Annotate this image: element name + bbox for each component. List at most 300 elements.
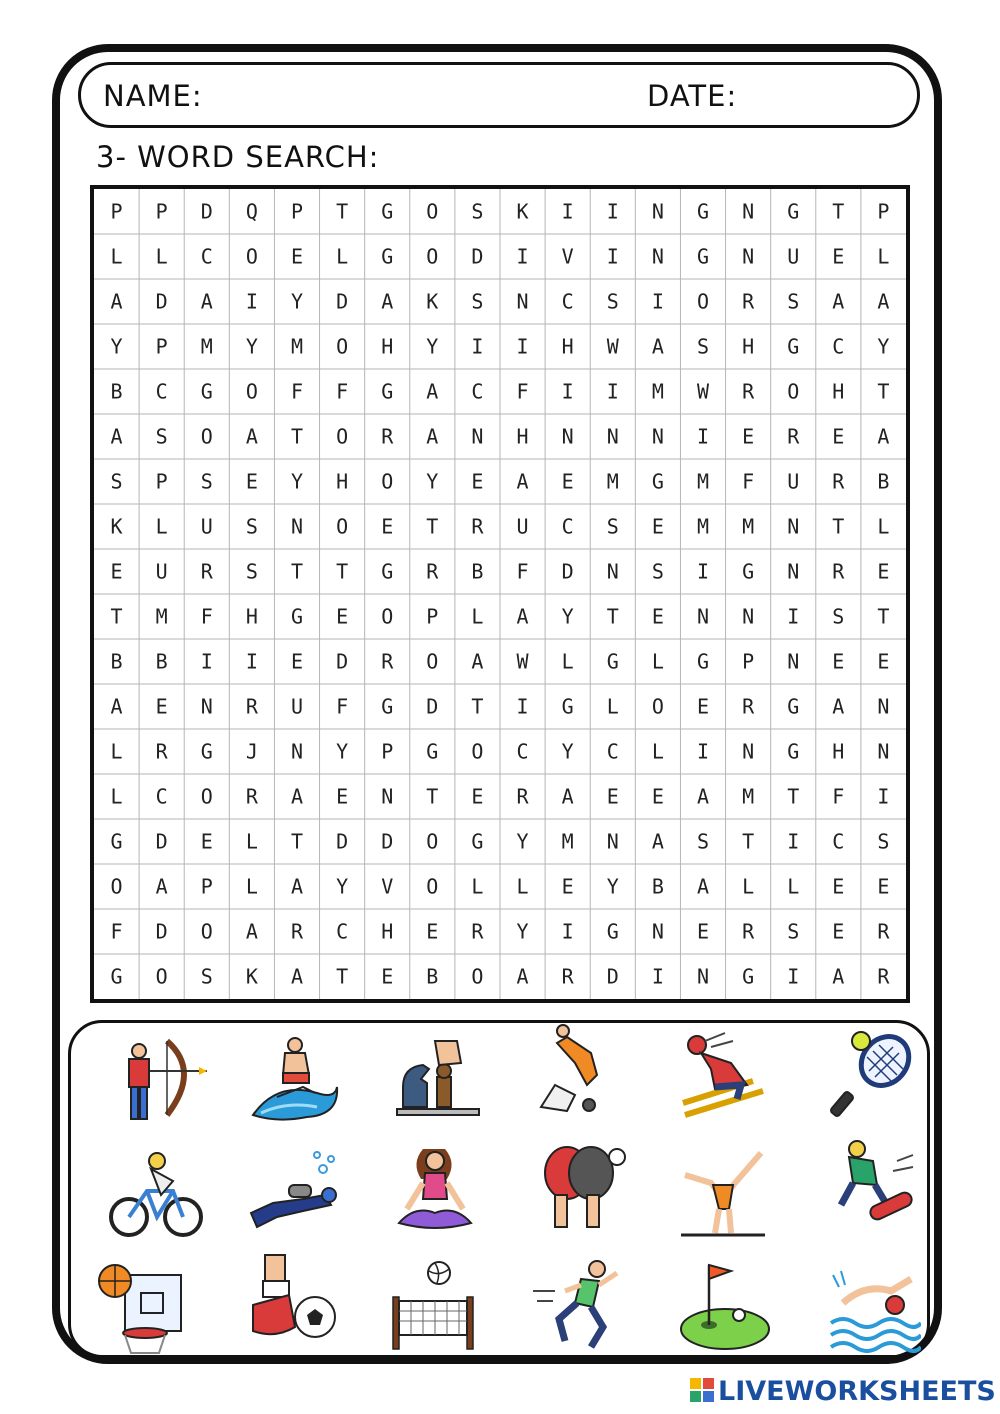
grid-letter[interactable]: T — [832, 514, 845, 539]
grid-letter[interactable]: T — [606, 604, 619, 629]
grid-letter[interactable]: R — [742, 379, 755, 404]
grid-letter[interactable]: R — [245, 694, 258, 719]
grid-letter[interactable]: Y — [516, 919, 529, 944]
grid-letter[interactable]: S — [696, 334, 710, 359]
grid-letter[interactable]: G — [381, 244, 394, 269]
grid-letter[interactable]: T — [877, 379, 890, 404]
grid-letter[interactable]: M — [606, 469, 619, 494]
grid-letter[interactable]: Y — [290, 469, 304, 494]
grid-letter[interactable]: E — [606, 784, 619, 809]
grid-letter[interactable]: N — [381, 784, 394, 809]
grid-letter[interactable]: S — [787, 289, 800, 314]
grid-letter[interactable]: N — [742, 739, 755, 764]
grid-letter[interactable]: I — [561, 199, 574, 224]
grid-letter[interactable]: L — [471, 604, 484, 629]
grid-letter[interactable]: Y — [426, 469, 439, 494]
grid-letter[interactable]: N — [290, 739, 304, 764]
grid-letter[interactable]: C — [606, 739, 619, 764]
grid-letter[interactable]: I — [787, 829, 800, 854]
grid-letter[interactable]: H — [336, 469, 349, 494]
grid-letter[interactable]: A — [471, 649, 484, 674]
grid-letter[interactable]: A — [651, 334, 664, 359]
grid-letter[interactable]: Y — [561, 739, 574, 764]
grid-letter[interactable]: O — [336, 334, 349, 359]
word-search-grid[interactable] — [90, 185, 910, 1003]
grid-letter[interactable]: W — [696, 379, 710, 404]
grid-letter[interactable]: H — [832, 739, 845, 764]
grid-letter[interactable]: O — [200, 424, 213, 449]
grid-letter[interactable]: N — [200, 694, 213, 719]
grid-letter[interactable]: E — [696, 919, 710, 944]
grid-letter[interactable]: H — [245, 604, 258, 629]
grid-letter[interactable]: G — [290, 604, 304, 629]
grid-letter[interactable]: E — [471, 784, 484, 809]
grid-letter[interactable]: S — [245, 559, 258, 584]
grid-letter[interactable]: N — [696, 964, 710, 989]
grid-letter[interactable]: G — [606, 919, 619, 944]
grid-letter[interactable]: S — [787, 919, 800, 944]
grid-letter[interactable]: R — [742, 289, 755, 314]
grid-letter[interactable]: S — [471, 289, 484, 314]
grid-letter[interactable]: N — [471, 424, 484, 449]
grid-letter[interactable]: H — [832, 379, 845, 404]
grid-letter[interactable]: I — [245, 649, 258, 674]
grid-letter[interactable]: G — [561, 694, 574, 719]
grid-letter[interactable]: T — [290, 424, 304, 449]
grid-letter[interactable]: S — [245, 514, 258, 539]
grid-letter[interactable]: B — [651, 874, 664, 899]
grid-letter[interactable]: O — [696, 289, 710, 314]
grid-letter[interactable]: E — [381, 514, 394, 539]
grid-letter[interactable]: T — [877, 604, 890, 629]
grid-letter[interactable]: A — [516, 604, 529, 629]
grid-letter[interactable]: A — [290, 784, 304, 809]
grid-letter[interactable]: R — [290, 919, 304, 944]
grid-letter[interactable]: T — [426, 514, 439, 539]
grid-letter[interactable]: A — [245, 919, 258, 944]
grid-letter[interactable]: O — [787, 379, 800, 404]
grid-letter[interactable]: E — [877, 649, 890, 674]
grid-letter[interactable]: R — [832, 559, 845, 584]
grid-letter[interactable]: T — [336, 559, 349, 584]
grid-letter[interactable]: B — [877, 469, 890, 494]
grid-letter[interactable]: A — [696, 874, 710, 899]
grid-letter[interactable]: G — [787, 199, 800, 224]
grid-letter[interactable]: E — [200, 829, 213, 854]
grid-letter[interactable]: D — [336, 649, 349, 674]
grid-letter[interactable]: T — [426, 784, 439, 809]
grid-letter[interactable]: F — [832, 784, 845, 809]
grid-letter[interactable]: E — [381, 964, 394, 989]
grid-letter[interactable]: S — [200, 469, 213, 494]
grid-letter[interactable]: Y — [516, 829, 529, 854]
grid-letter[interactable]: G — [787, 334, 800, 359]
grid-letter[interactable]: U — [290, 694, 304, 719]
grid-letter[interactable]: L — [787, 874, 800, 899]
grid-letter[interactable]: M — [696, 469, 710, 494]
grid-letter[interactable]: L — [245, 829, 258, 854]
grid-letter[interactable]: G — [787, 694, 800, 719]
grid-letter[interactable]: G — [606, 649, 619, 674]
grid-letter[interactable]: M — [696, 514, 710, 539]
grid-letter[interactable]: N — [651, 244, 664, 269]
grid-letter[interactable]: A — [651, 829, 664, 854]
grid-letter[interactable]: B — [471, 559, 484, 584]
grid-letter[interactable]: H — [381, 334, 394, 359]
grid-letter[interactable]: V — [561, 244, 574, 269]
grid-letter[interactable]: U — [787, 469, 800, 494]
grid-letter[interactable]: I — [606, 244, 619, 269]
grid-letter[interactable]: A — [832, 289, 845, 314]
grid-letter[interactable]: F — [200, 604, 213, 629]
grid-letter[interactable]: A — [200, 289, 213, 314]
grid-letter[interactable]: E — [471, 469, 484, 494]
grid-letter[interactable]: F — [110, 919, 123, 944]
grid-letter[interactable]: I — [877, 784, 890, 809]
grid-letter[interactable]: Y — [290, 289, 304, 314]
grid-letter[interactable]: L — [742, 874, 755, 899]
grid-letter[interactable]: L — [471, 874, 484, 899]
grid-letter[interactable]: N — [516, 289, 529, 314]
grid-letter[interactable]: Y — [426, 334, 439, 359]
grid-letter[interactable]: A — [516, 964, 529, 989]
grid-letter[interactable]: G — [696, 244, 710, 269]
grid-letter[interactable]: G — [742, 964, 755, 989]
grid-letter[interactable]: D — [426, 694, 439, 719]
grid-letter[interactable]: F — [516, 559, 529, 584]
grid-letter[interactable]: R — [787, 424, 800, 449]
grid-letter[interactable]: L — [516, 874, 529, 899]
grid-letter[interactable]: R — [245, 784, 258, 809]
grid-letter[interactable]: G — [381, 199, 394, 224]
grid-letter[interactable]: R — [877, 964, 890, 989]
grid-letter[interactable]: O — [245, 244, 258, 269]
grid-letter[interactable]: H — [561, 334, 574, 359]
grid-letter[interactable]: E — [832, 424, 845, 449]
grid-letter[interactable]: K — [516, 199, 529, 224]
grid-letter[interactable]: P — [290, 199, 304, 224]
grid-letter[interactable]: O — [200, 784, 213, 809]
grid-letter[interactable]: T — [290, 559, 304, 584]
grid-letter[interactable]: M — [742, 784, 755, 809]
grid-letter[interactable]: B — [426, 964, 439, 989]
grid-letter[interactable]: S — [877, 829, 890, 854]
grid-letter[interactable]: G — [110, 964, 123, 989]
grid-letter[interactable]: E — [290, 244, 304, 269]
grid-letter[interactable]: N — [651, 919, 664, 944]
grid-letter[interactable]: G — [381, 379, 394, 404]
grid-letter[interactable]: N — [742, 244, 755, 269]
grid-letter[interactable]: C — [561, 514, 574, 539]
grid-letter[interactable]: A — [110, 424, 123, 449]
grid-letter[interactable]: S — [651, 559, 664, 584]
grid-letter[interactable]: O — [336, 514, 349, 539]
grid-letter[interactable]: E — [877, 559, 890, 584]
grid-letter[interactable]: G — [381, 559, 394, 584]
grid-letter[interactable]: D — [200, 199, 213, 224]
grid-letter[interactable]: E — [877, 874, 890, 899]
grid-letter[interactable]: P — [155, 334, 168, 359]
grid-letter[interactable]: G — [651, 469, 664, 494]
grid-letter[interactable]: I — [606, 199, 619, 224]
grid-letter[interactable]: S — [110, 469, 123, 494]
letter-grid-svg[interactable] — [94, 189, 906, 999]
grid-letter[interactable]: O — [651, 694, 664, 719]
grid-letter[interactable]: Y — [245, 334, 258, 359]
grid-letter[interactable]: S — [606, 514, 619, 539]
grid-letter[interactable]: N — [787, 559, 800, 584]
grid-letter[interactable]: O — [381, 604, 394, 629]
grid-letter[interactable]: T — [742, 829, 755, 854]
grid-letter[interactable]: T — [832, 199, 845, 224]
grid-letter[interactable]: K — [245, 964, 258, 989]
grid-letter[interactable]: E — [651, 514, 664, 539]
grid-letter[interactable]: H — [381, 919, 394, 944]
grid-letter[interactable]: N — [696, 604, 710, 629]
grid-letter[interactable]: E — [832, 919, 845, 944]
grid-letter[interactable]: C — [155, 784, 168, 809]
grid-letter[interactable]: Y — [336, 874, 349, 899]
grid-letter[interactable]: O — [426, 199, 439, 224]
grid-letter[interactable]: I — [245, 289, 258, 314]
grid-letter[interactable]: F — [516, 379, 529, 404]
grid-letter[interactable]: F — [336, 379, 349, 404]
grid-letter[interactable]: G — [742, 559, 755, 584]
grid-letter[interactable]: G — [200, 739, 213, 764]
grid-letter[interactable]: I — [787, 604, 800, 629]
grid-letter[interactable]: C — [516, 739, 529, 764]
grid-letter[interactable]: G — [696, 199, 710, 224]
grid-letter[interactable]: L — [651, 649, 664, 674]
grid-letter[interactable]: H — [516, 424, 529, 449]
grid-letter[interactable]: A — [426, 379, 439, 404]
grid-letter[interactable]: L — [877, 514, 890, 539]
grid-letter[interactable]: I — [696, 424, 710, 449]
grid-letter[interactable]: T — [336, 199, 349, 224]
grid-letter[interactable]: Y — [336, 739, 349, 764]
grid-letter[interactable]: O — [200, 919, 213, 944]
grid-letter[interactable]: K — [110, 514, 123, 539]
grid-letter[interactable]: N — [877, 739, 890, 764]
grid-letter[interactable]: S — [696, 829, 710, 854]
grid-letter[interactable]: M — [742, 514, 755, 539]
grid-letter[interactable]: P — [381, 739, 394, 764]
grid-letter[interactable]: M — [651, 379, 664, 404]
grid-letter[interactable]: C — [200, 244, 213, 269]
grid-letter[interactable]: A — [426, 424, 439, 449]
grid-letter[interactable]: D — [155, 289, 168, 314]
grid-letter[interactable]: O — [426, 829, 439, 854]
grid-letter[interactable]: S — [155, 424, 168, 449]
grid-letter[interactable]: D — [155, 829, 168, 854]
grid-letter[interactable]: G — [471, 829, 484, 854]
grid-letter[interactable]: R — [381, 424, 394, 449]
grid-letter[interactable]: A — [290, 964, 304, 989]
grid-letter[interactable]: N — [606, 559, 619, 584]
grid-letter[interactable]: T — [787, 784, 800, 809]
grid-letter[interactable]: M — [200, 334, 213, 359]
grid-letter[interactable]: O — [155, 964, 168, 989]
grid-letter[interactable]: E — [336, 604, 349, 629]
grid-letter[interactable]: I — [471, 334, 484, 359]
grid-letter[interactable]: D — [471, 244, 484, 269]
grid-letter[interactable]: O — [381, 469, 394, 494]
grid-letter[interactable]: O — [426, 874, 439, 899]
grid-letter[interactable]: L — [606, 694, 619, 719]
grid-letter[interactable]: D — [561, 559, 574, 584]
grid-letter[interactable]: D — [381, 829, 394, 854]
grid-letter[interactable]: T — [290, 829, 304, 854]
grid-letter[interactable]: S — [200, 964, 213, 989]
grid-letter[interactable]: P — [155, 199, 168, 224]
grid-letter[interactable]: I — [516, 334, 529, 359]
grid-letter[interactable]: A — [110, 694, 123, 719]
grid-letter[interactable]: A — [832, 964, 845, 989]
grid-letter[interactable]: E — [561, 469, 574, 494]
grid-letter[interactable]: G — [696, 649, 710, 674]
grid-letter[interactable]: E — [696, 694, 710, 719]
grid-letter[interactable]: N — [742, 604, 755, 629]
grid-letter[interactable]: L — [651, 739, 664, 764]
grid-letter[interactable]: A — [832, 694, 845, 719]
grid-letter[interactable]: W — [606, 334, 619, 359]
grid-letter[interactable]: E — [651, 604, 664, 629]
grid-letter[interactable]: E — [336, 784, 349, 809]
grid-letter[interactable]: T — [336, 964, 349, 989]
grid-letter[interactable]: G — [110, 829, 123, 854]
brand-name[interactable]: LIVEWORKSHEETS — [718, 1376, 996, 1407]
grid-letter[interactable]: P — [110, 199, 123, 224]
grid-letter[interactable]: A — [696, 784, 710, 809]
grid-letter[interactable]: Y — [110, 334, 123, 359]
grid-letter[interactable]: T — [110, 604, 123, 629]
grid-letter[interactable]: M — [155, 604, 168, 629]
grid-letter[interactable]: C — [336, 919, 349, 944]
grid-letter[interactable]: M — [290, 334, 304, 359]
grid-letter[interactable]: O — [110, 874, 123, 899]
grid-letter[interactable]: F — [336, 694, 349, 719]
grid-letter[interactable]: O — [471, 964, 484, 989]
grid-letter[interactable]: Q — [245, 199, 258, 224]
grid-letter[interactable]: P — [200, 874, 213, 899]
grid-letter[interactable]: O — [245, 379, 258, 404]
grid-letter[interactable]: D — [336, 829, 349, 854]
grid-letter[interactable]: I — [516, 694, 529, 719]
grid-letter[interactable]: F — [290, 379, 304, 404]
grid-letter[interactable]: R — [471, 919, 484, 944]
grid-letter[interactable]: C — [832, 829, 845, 854]
grid-letter[interactable]: G — [381, 694, 394, 719]
grid-letter[interactable]: A — [877, 424, 890, 449]
grid-letter[interactable]: N — [561, 424, 574, 449]
grid-letter[interactable]: I — [516, 244, 529, 269]
grid-letter[interactable]: B — [110, 379, 123, 404]
grid-letter[interactable]: O — [471, 739, 484, 764]
grid-letter[interactable]: D — [606, 964, 619, 989]
grid-letter[interactable]: N — [787, 649, 800, 674]
grid-letter[interactable]: E — [110, 559, 123, 584]
grid-letter[interactable]: U — [155, 559, 168, 584]
grid-letter[interactable]: K — [426, 289, 439, 314]
grid-letter[interactable]: P — [426, 604, 439, 629]
grid-letter[interactable]: U — [516, 514, 529, 539]
grid-letter[interactable]: R — [471, 514, 484, 539]
grid-letter[interactable]: O — [336, 424, 349, 449]
grid-letter[interactable]: L — [877, 244, 890, 269]
grid-letter[interactable]: I — [561, 379, 574, 404]
grid-letter[interactable]: R — [155, 739, 168, 764]
grid-letter[interactable]: N — [606, 424, 619, 449]
grid-letter[interactable]: A — [381, 289, 394, 314]
grid-letter[interactable]: O — [426, 649, 439, 674]
grid-letter[interactable]: C — [155, 379, 168, 404]
grid-letter[interactable]: S — [606, 289, 619, 314]
grid-letter[interactable]: Y — [877, 334, 890, 359]
grid-letter[interactable]: N — [877, 694, 890, 719]
grid-letter[interactable]: J — [245, 739, 258, 764]
grid-letter[interactable]: E — [651, 784, 664, 809]
grid-letter[interactable]: N — [651, 424, 664, 449]
grid-letter[interactable]: D — [155, 919, 168, 944]
grid-letter[interactable]: L — [336, 244, 349, 269]
grid-letter[interactable]: C — [471, 379, 484, 404]
grid-letter[interactable]: S — [832, 604, 845, 629]
grid-letter[interactable]: L — [110, 784, 123, 809]
grid-letter[interactable]: E — [832, 874, 845, 899]
grid-letter[interactable]: R — [516, 784, 529, 809]
grid-letter[interactable]: I — [561, 919, 574, 944]
grid-letter[interactable]: I — [200, 649, 213, 674]
grid-letter[interactable]: A — [877, 289, 890, 314]
grid-letter[interactable]: A — [245, 424, 258, 449]
grid-letter[interactable]: L — [155, 514, 168, 539]
grid-letter[interactable]: L — [110, 244, 123, 269]
grid-letter[interactable]: L — [155, 244, 168, 269]
grid-letter[interactable]: R — [832, 469, 845, 494]
grid-letter[interactable]: N — [606, 829, 619, 854]
grid-letter[interactable]: E — [290, 649, 304, 674]
grid-letter[interactable]: E — [426, 919, 439, 944]
grid-letter[interactable]: A — [155, 874, 168, 899]
grid-letter[interactable]: C — [561, 289, 574, 314]
grid-letter[interactable]: L — [561, 649, 574, 674]
grid-letter[interactable]: V — [381, 874, 394, 899]
grid-letter[interactable]: A — [516, 469, 529, 494]
grid-letter[interactable]: R — [877, 919, 890, 944]
grid-letter[interactable]: R — [561, 964, 574, 989]
grid-letter[interactable]: O — [426, 244, 439, 269]
grid-letter[interactable]: I — [787, 964, 800, 989]
grid-letter[interactable]: N — [651, 199, 664, 224]
grid-letter[interactable]: Y — [561, 604, 574, 629]
grid-letter[interactable]: D — [336, 289, 349, 314]
grid-letter[interactable]: R — [426, 559, 439, 584]
grid-letter[interactable]: N — [290, 514, 304, 539]
grid-letter[interactable]: P — [877, 199, 890, 224]
grid-letter[interactable]: I — [651, 289, 664, 314]
grid-letter[interactable]: T — [471, 694, 484, 719]
grid-letter[interactable]: U — [200, 514, 213, 539]
grid-letter[interactable]: I — [651, 964, 664, 989]
grid-letter[interactable]: N — [787, 514, 800, 539]
grid-letter[interactable]: R — [381, 649, 394, 674]
grid-letter[interactable]: F — [742, 469, 755, 494]
grid-letter[interactable]: E — [245, 469, 258, 494]
grid-letter[interactable]: R — [742, 694, 755, 719]
grid-letter[interactable]: P — [742, 649, 755, 674]
grid-letter[interactable]: N — [742, 199, 755, 224]
grid-letter[interactable]: P — [155, 469, 168, 494]
